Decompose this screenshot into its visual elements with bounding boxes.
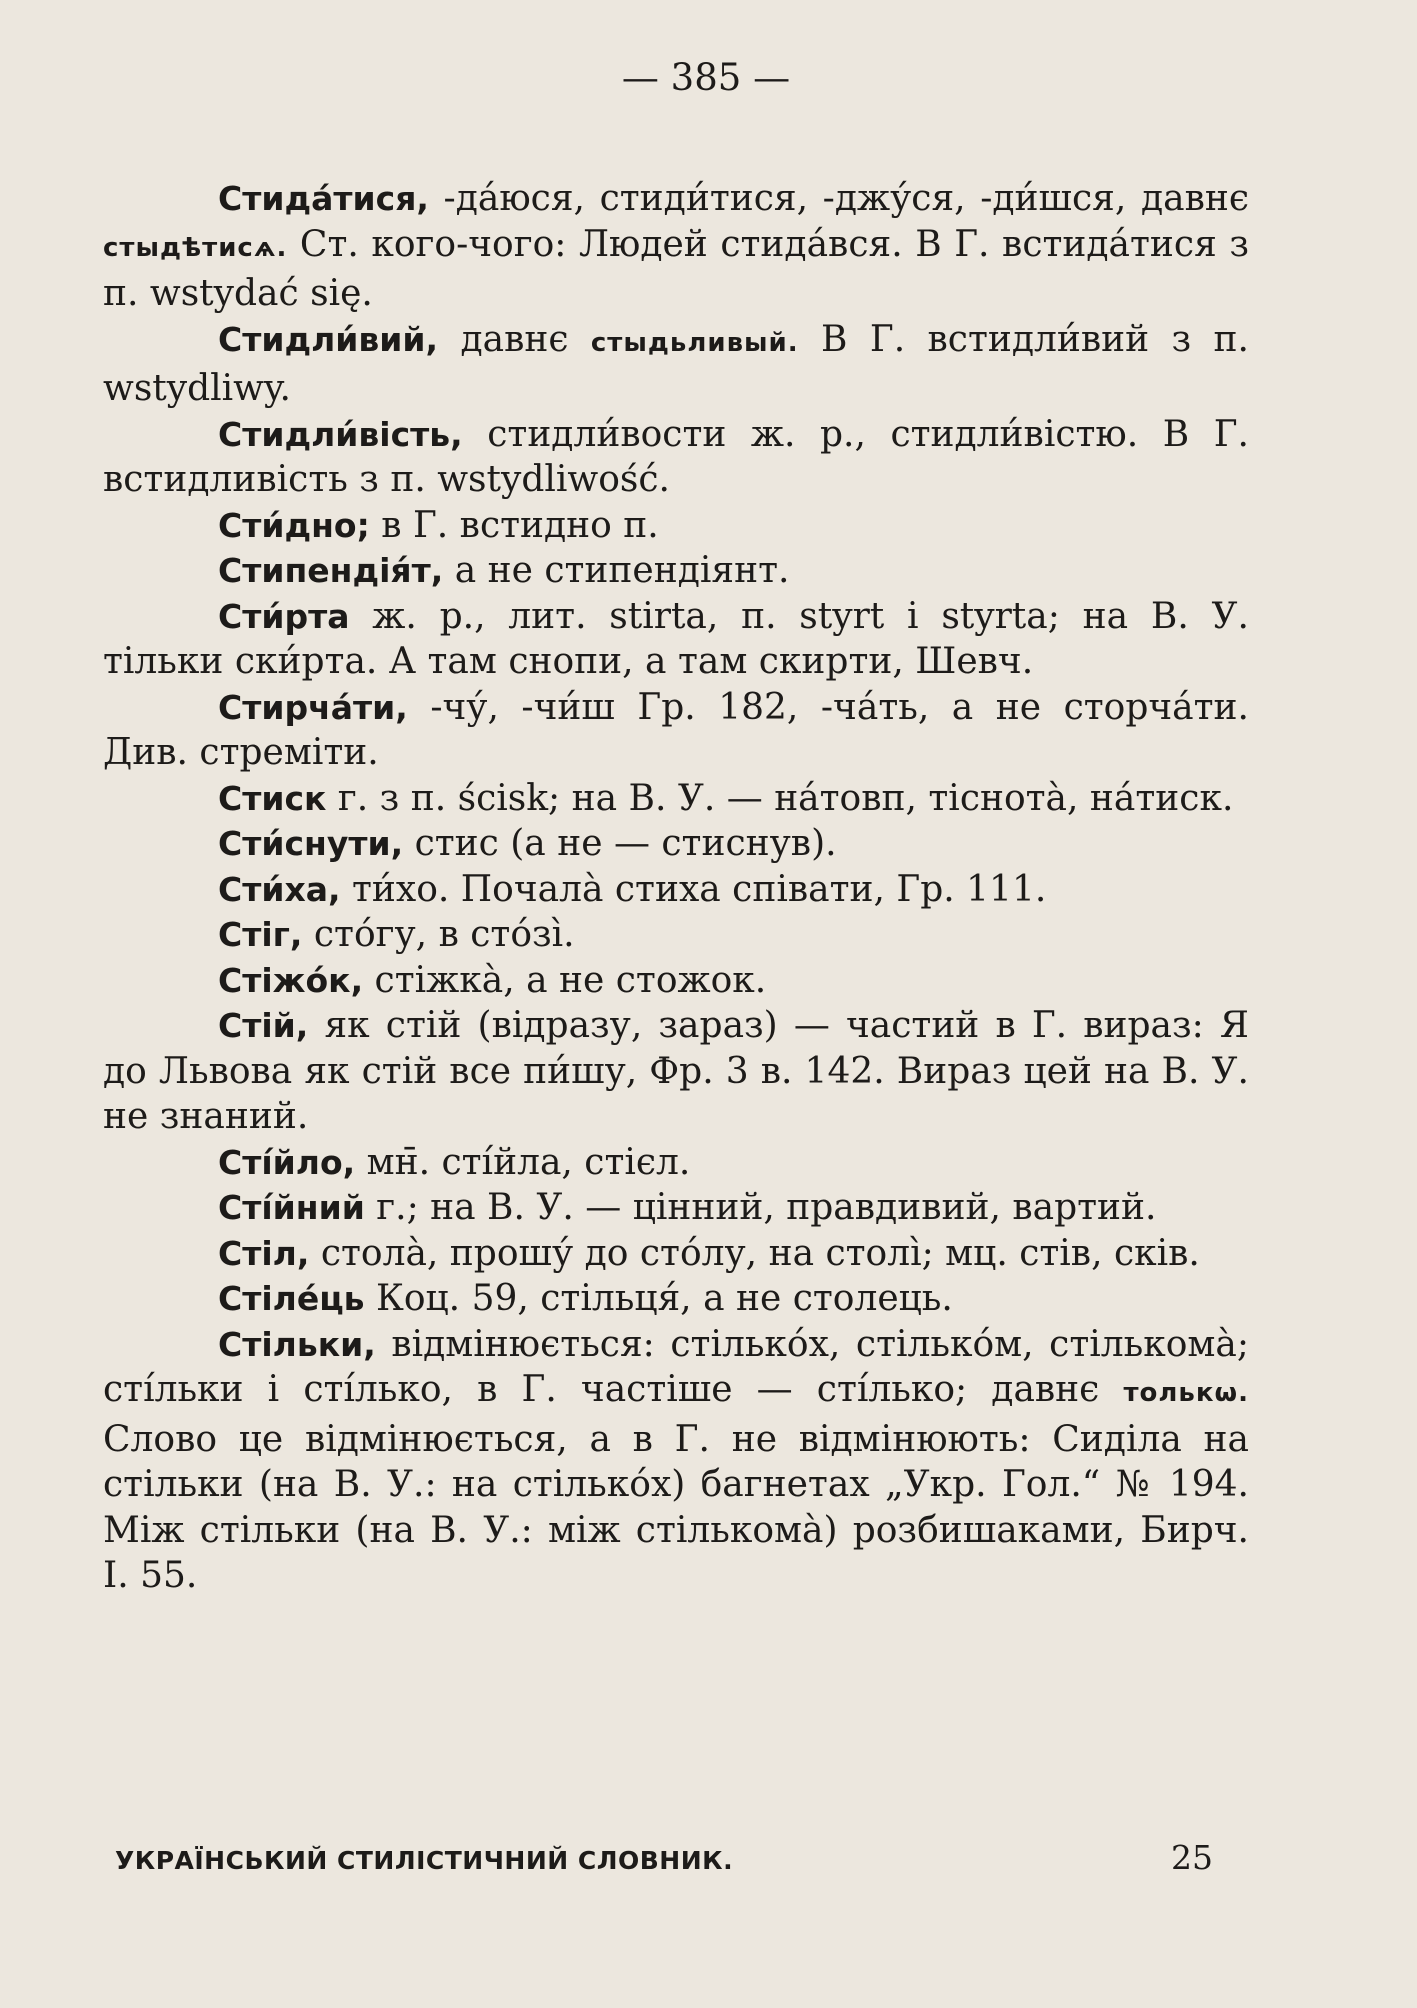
dictionary-entry — [103, 548, 1249, 594]
dictionary-entry — [103, 1322, 1249, 1599]
entry-headword: Стіг, — [218, 915, 303, 954]
entry-text-cont: Слово це відмінюється, а в Г. не відмінюють: Сиділа на стільки (на В. У.: на стілько́х) багнетах „Укр. Гол.“ № 194. Між стільки (на В. У.: між стількома̀) розбишаками, Бирч. І. 55. — [103, 1418, 1249, 1596]
entry-headword: Стипендія́т, — [218, 551, 444, 590]
entry-text: сто́гу, в сто́зі̀. — [302, 914, 575, 955]
entry-text: мн̄. сті́йла, стієл. — [355, 1141, 691, 1183]
dictionary-entry — [103, 1276, 1249, 1322]
entry-headword: Сті́йло, — [218, 1142, 356, 1182]
dictionary-entry — [103, 821, 1249, 867]
dictionary-entry — [103, 412, 1249, 503]
entry-headword: Стіл, — [218, 1233, 310, 1273]
entry-text-cont: В Г. встидли́вий з п. wstydliwy. — [103, 318, 1249, 409]
entry-text: Коц. 59, стільця́, а не столець. — [364, 1278, 953, 1319]
entry-text: -да́юся, стиди́тися, -джу́ся, -ди́шся, давнє — [428, 178, 1249, 219]
dictionary-entry — [103, 685, 1249, 776]
entry-text: давнє — [438, 318, 591, 360]
entry-headword: Стіле́ць — [218, 1279, 365, 1318]
entry-headword: Сти́снути, — [218, 824, 404, 863]
entry-text: ж. р., лит. stirta, п. styrt і styrta; на В. У. тільки ски́рта. А там снопи, а там скирти, Шевч. — [103, 595, 1249, 682]
entry-headword: Стиск — [218, 778, 327, 818]
entry-headword: Сти́дно; — [218, 505, 370, 545]
old-spelling: толькѡ. — [1123, 1378, 1249, 1408]
entry-text-cont: Ст. кого-чого: Людей стида́вся. В Г. встида́тися з п. wstydać się. — [103, 223, 1249, 314]
entry-headword: Сти́ха, — [218, 869, 341, 909]
entry-list — [103, 176, 1249, 1599]
dictionary-entry — [103, 503, 1249, 549]
entry-text: а не стипендіянт. — [443, 550, 790, 591]
entry-text: -чу́, -чи́ш Гр. 182, -ча́ть, а не сторча́ти. Див. стреміти. — [103, 686, 1249, 773]
signature-mark: 25 — [1171, 1838, 1213, 1877]
entry-headword: Сті́йний — [218, 1188, 365, 1227]
dictionary-entry — [103, 1140, 1249, 1186]
dictionary-entry — [103, 1185, 1249, 1231]
page-footer — [103, 1838, 1249, 1877]
entry-headword: Стій, — [218, 1006, 309, 1045]
entry-text: в Г. встидно п. — [369, 504, 659, 546]
dictionary-entry — [103, 176, 1249, 317]
dictionary-entry — [103, 1003, 1249, 1140]
entry-text: стидли́вости ж. р., стидли́вістю. В Г. встидливість з п. wstydliwość. — [103, 413, 1249, 500]
dictionary-entry — [103, 594, 1249, 685]
entry-headword: Стидли́вий, — [218, 319, 439, 359]
entry-headword: Стидли́вість, — [218, 414, 463, 454]
entry-text: стіжка̀, а не стожок. — [363, 959, 767, 1001]
entry-text: стола̀, прошу́ до сто́лу, на столі̀; мц. стів, сків. — [309, 1232, 1200, 1274]
entry-text: як стій (відразу, зараз) — частий в Г. вираз: Я до Львова як стій все пи́шу, Фр. 3 в. 142. Вираз цей на В. У. не знаний. — [103, 1005, 1249, 1137]
entry-text: г. з п. ścisk; на В. У. — на́товп, тіснота̀, на́тиск. — [326, 777, 1234, 819]
entry-text: ти́хо. Почала̀ стиха співати, Гр. 111. — [340, 868, 1047, 910]
dictionary-entry — [103, 867, 1249, 913]
page-number: — 385 — — [621, 56, 791, 99]
dictionary-entry — [103, 317, 1249, 412]
entry-text: г.; на В. У. — цінний, правдивий, вартий. — [364, 1187, 1157, 1228]
old-spelling: стыдѣтисѧ. — [103, 232, 288, 263]
entry-headword: Стирча́ти, — [218, 687, 408, 727]
entry-headword: Стільки, — [218, 1324, 376, 1364]
old-spelling: стыдьливый. — [590, 327, 799, 358]
entry-headword: Сти́рта — [218, 596, 350, 636]
dictionary-entry — [103, 776, 1249, 822]
dictionary-entry — [103, 1231, 1249, 1277]
entry-headword: Стіжо́к, — [218, 960, 364, 1000]
entry-text: стис (а не — стиснув). — [403, 823, 837, 864]
dictionary-entry — [103, 912, 1249, 958]
entry-text: відмінюється: стілько́х, стілько́м, стількома̀; сті́льки і сті́лько, в Г. частіше — сті́лько; давнє — [103, 1323, 1249, 1410]
entry-headword: Стида́тися, — [218, 179, 429, 218]
footer-title: УКРАЇНСЬКИЙ СТИЛІСТИЧНИЙ СЛОВНИК. — [115, 1846, 734, 1875]
dictionary-entry — [103, 958, 1249, 1004]
